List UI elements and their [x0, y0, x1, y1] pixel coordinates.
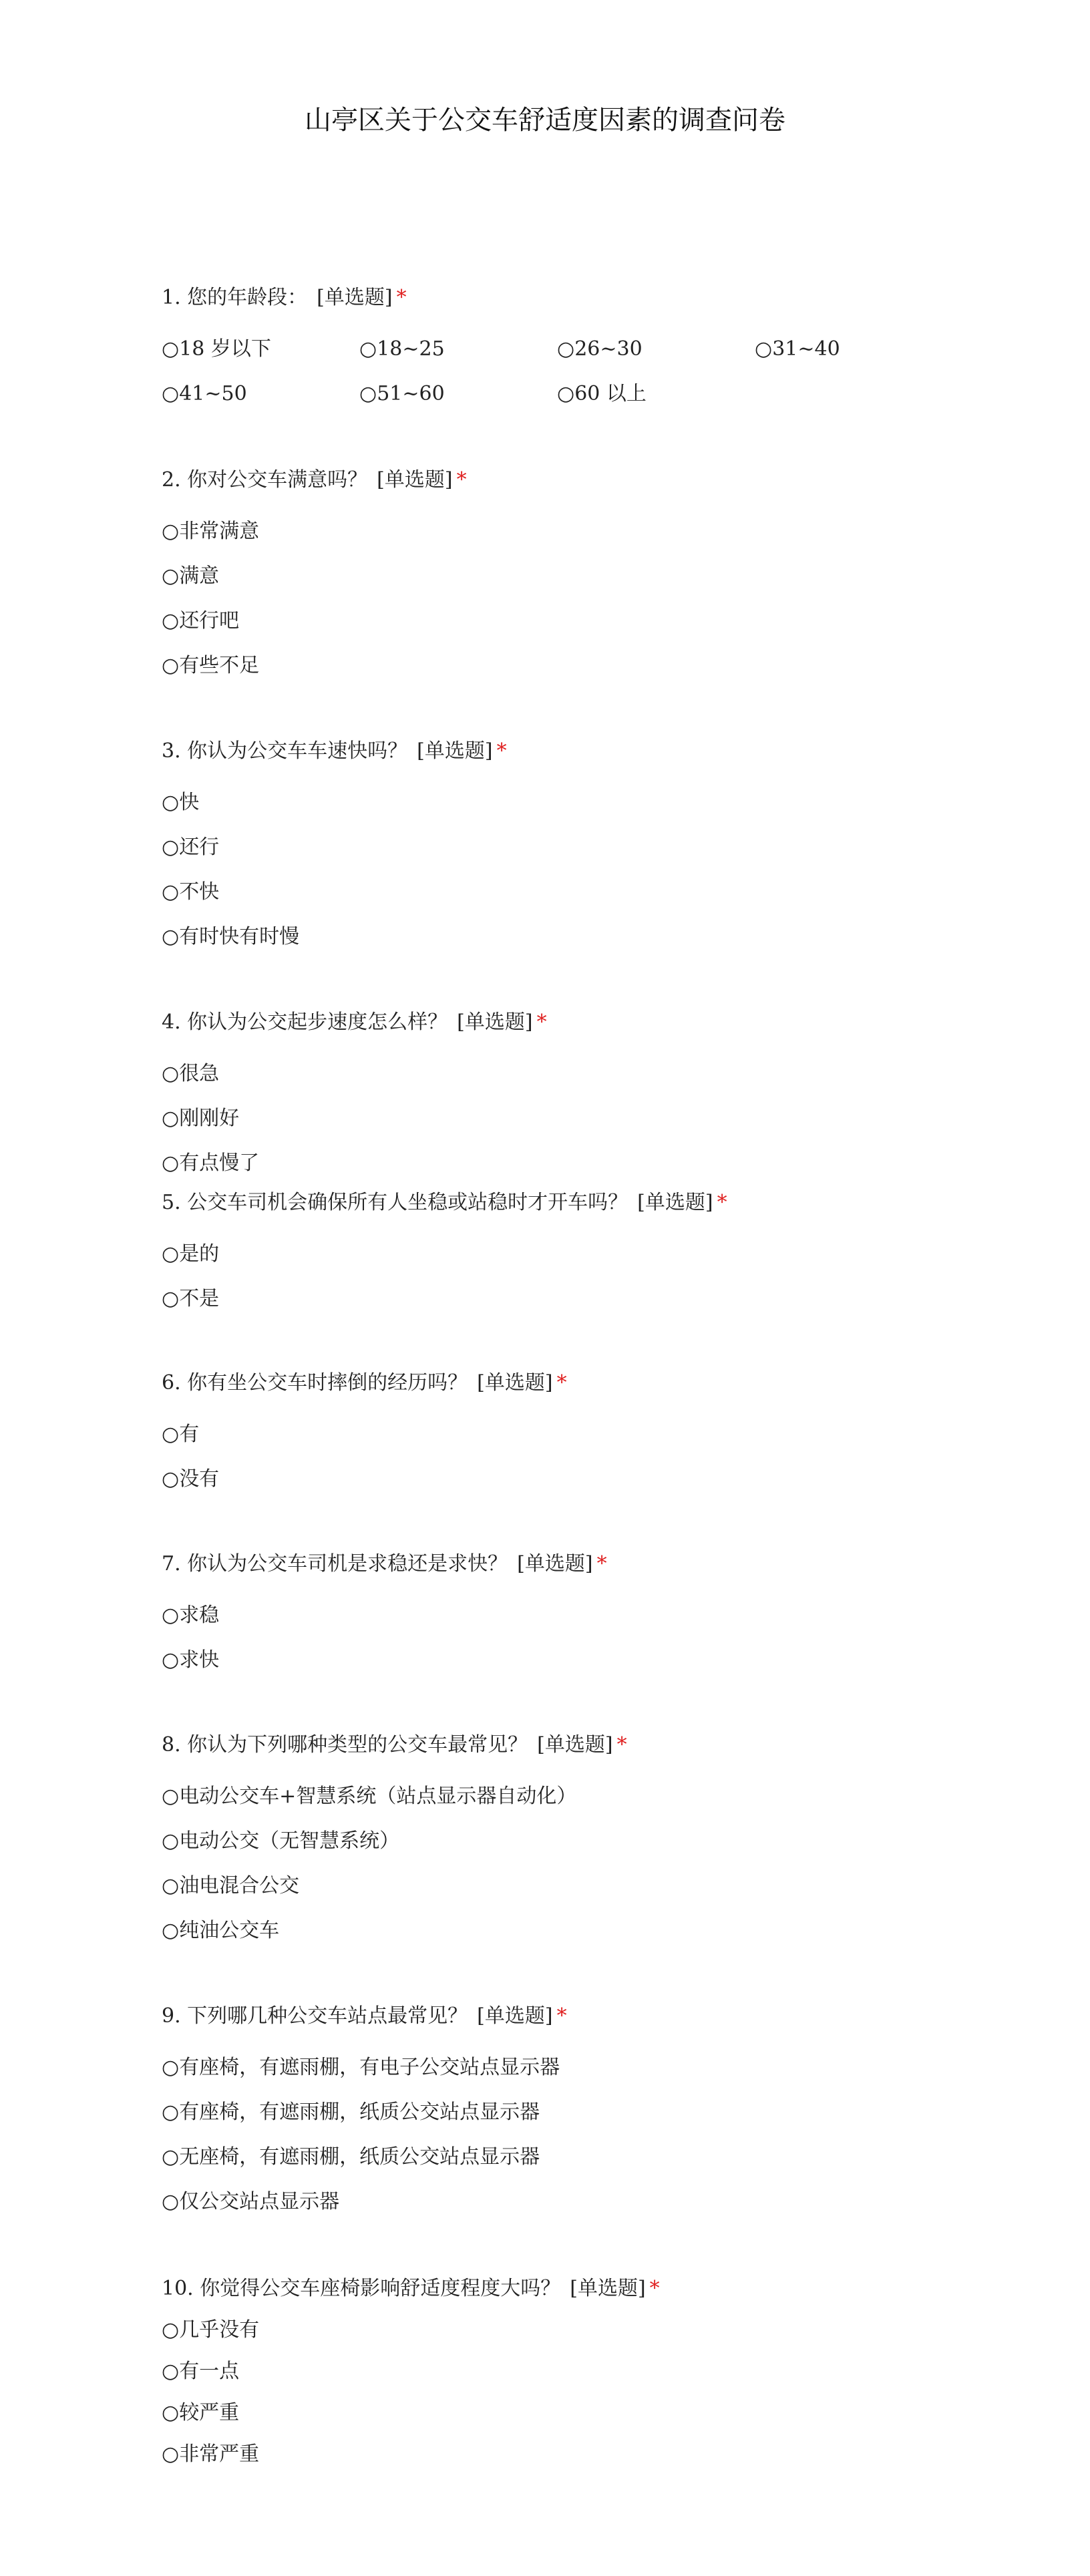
question-number: 10. [162, 2277, 200, 2300]
option-label: 求快 [179, 1648, 220, 1672]
radio-circle-icon[interactable]: ○ [162, 925, 180, 948]
question-type-label: [单选题] [570, 2277, 646, 2300]
radio-circle-icon[interactable]: ○ [162, 337, 180, 361]
option-1-1[interactable] [162, 335, 271, 364]
question-type-label: [单选题] [477, 1371, 553, 1395]
question-title [162, 2002, 1030, 2031]
radio-circle-icon[interactable]: ○ [162, 1107, 180, 1130]
radio-circle-icon[interactable]: ○ [162, 609, 180, 632]
required-mark: * [616, 1733, 627, 1757]
radio-circle-icon[interactable]: ○ [162, 1785, 180, 1808]
question-number: 9. [162, 2004, 188, 2028]
question-number: 5. [162, 1191, 188, 1214]
radio-circle-icon[interactable]: ○ [162, 791, 180, 814]
question-text: 你认为公交车车速快吗？ [187, 739, 408, 763]
option-2-4[interactable] [162, 651, 259, 681]
question-3 [162, 737, 1030, 948]
option-label: 31~40 [772, 337, 840, 361]
required-mark: * [496, 739, 507, 763]
radio-circle-icon[interactable]: ○ [162, 2145, 180, 2169]
question-5 [162, 1188, 1030, 1310]
radio-circle-icon[interactable]: ○ [162, 2190, 180, 2213]
question-7 [162, 1549, 1030, 1672]
option-label: 没有 [179, 1467, 220, 1491]
option-9-1[interactable] [162, 2053, 560, 2082]
option-label: 41~50 [179, 382, 247, 405]
option-6-1[interactable] [162, 1420, 199, 1449]
question-title [162, 2274, 1030, 2304]
option-8-1[interactable] [162, 1782, 576, 1811]
option-label: 很急 [179, 1062, 220, 1085]
option-label: 不快 [179, 880, 220, 904]
question-text: 你觉得公交车座椅影响舒适度程度大吗？ [200, 2277, 561, 2300]
radio-circle-icon[interactable]: ○ [162, 1604, 180, 1627]
option-label: 还行 [179, 836, 220, 859]
option-7-2[interactable] [162, 1646, 219, 1675]
option-label: 电动公交车+智慧系统（站点显示器自动化） [179, 1785, 577, 1808]
radio-circle-icon[interactable]: ○ [162, 1423, 180, 1446]
question-text: 您的年龄段： [187, 286, 308, 309]
radio-circle-icon[interactable]: ○ [162, 1062, 180, 1085]
radio-circle-icon[interactable]: ○ [162, 2056, 180, 2079]
option-10-2[interactable] [162, 2357, 239, 2386]
option-label: 18~25 [377, 337, 445, 361]
radio-circle-icon[interactable]: ○ [162, 520, 180, 543]
radio-circle-icon[interactable]: ○ [557, 337, 575, 361]
option-label: 较严重 [179, 2401, 240, 2424]
option-label: 纯油公交车 [179, 1919, 280, 1942]
option-5-2[interactable] [162, 1284, 219, 1314]
radio-circle-icon[interactable]: ○ [162, 1151, 180, 1175]
question-type-label: [单选题] [537, 1733, 613, 1757]
question-type-label: [单选题] [637, 1191, 713, 1214]
radio-circle-icon[interactable]: ○ [162, 1648, 180, 1672]
radio-circle-icon[interactable]: ○ [162, 654, 180, 677]
option-9-2[interactable] [162, 2098, 540, 2127]
option-label: 求稳 [179, 1604, 220, 1627]
option-label: 有些不足 [179, 654, 260, 677]
option-3-4[interactable] [162, 922, 299, 952]
radio-circle-icon[interactable]: ○ [557, 382, 575, 405]
question-text: 你认为下列哪种类型的公交车最常见？ [187, 1733, 528, 1757]
question-number: 2. [162, 468, 188, 492]
question-type-label: [单选题] [377, 468, 453, 492]
question-type-label: [单选题] [317, 286, 393, 309]
question-title [162, 1730, 1030, 1760]
question-8 [162, 1730, 1030, 1942]
option-8-2[interactable] [162, 1827, 399, 1856]
question-text: 下列哪几种公交车站点最常见？ [187, 2004, 468, 2028]
option-6-2[interactable] [162, 1465, 219, 1494]
option-1-2[interactable] [359, 335, 445, 364]
required-mark: * [396, 286, 407, 309]
option-10-3[interactable] [162, 2398, 239, 2428]
question-text: 公交车司机会确保所有人坐稳或站稳时才开车吗？ [187, 1191, 628, 1214]
option-label: 仅公交站点显示器 [179, 2190, 340, 2213]
option-4-2[interactable] [162, 1104, 239, 1133]
question-number: 4. [162, 1010, 188, 1034]
option-7-1[interactable] [162, 1601, 219, 1630]
option-8-4[interactable] [162, 1916, 279, 1946]
radio-circle-icon[interactable]: ○ [162, 1919, 180, 1942]
question-text: 你认为公交起步速度怎么样？ [187, 1010, 448, 1034]
option-1-6[interactable] [359, 379, 445, 409]
option-label: 刚刚好 [179, 1107, 240, 1130]
question-number: 1. [162, 286, 188, 309]
option-9-4[interactable] [162, 2187, 339, 2217]
question-number: 7. [162, 1552, 188, 1576]
radio-circle-icon[interactable]: ○ [162, 880, 180, 904]
option-2-3[interactable] [162, 606, 239, 636]
option-label: 满意 [179, 564, 220, 588]
question-type-label: [单选题] [477, 2004, 553, 2028]
question-title [162, 737, 1030, 766]
option-4-1[interactable] [162, 1059, 219, 1089]
option-3-1[interactable] [162, 788, 199, 817]
radio-circle-icon[interactable]: ○ [162, 2100, 180, 2124]
radio-circle-icon[interactable]: ○ [162, 382, 180, 405]
option-label: 有时快有时慢 [179, 925, 300, 948]
option-8-3[interactable] [162, 1871, 299, 1901]
option-1-7[interactable] [557, 379, 647, 409]
question-title [162, 1008, 1030, 1037]
question-10 [162, 2274, 1030, 2466]
option-3-2[interactable] [162, 833, 219, 862]
question-type-label: [单选题] [517, 1552, 593, 1576]
required-mark: * [456, 468, 467, 492]
option-label: 有 [179, 1423, 200, 1446]
question-title [162, 1368, 1030, 1398]
option-4-3[interactable] [162, 1149, 259, 1178]
page-title: 山亭区关于公交车舒适度因素的调查问卷 [305, 105, 785, 136]
question-number: 6. [162, 1371, 188, 1395]
option-9-3[interactable] [162, 2143, 540, 2172]
option-label: 有座椅，有遮雨棚，纸质公交站点显示器 [179, 2100, 540, 2124]
option-3-3[interactable] [162, 878, 219, 907]
question-6 [162, 1368, 1030, 1491]
radio-circle-icon[interactable]: ○ [359, 337, 377, 361]
radio-circle-icon[interactable]: ○ [359, 382, 377, 405]
question-number: 8. [162, 1733, 188, 1757]
radio-circle-icon[interactable]: ○ [755, 337, 773, 361]
question-text: 你认为公交车司机是求稳还是求快？ [187, 1552, 508, 1576]
option-label: 不是 [179, 1287, 220, 1310]
option-1-4[interactable] [755, 335, 840, 364]
question-type-label: [单选题] [457, 1010, 533, 1034]
question-text: 你有坐公交车时摔倒的经历吗？ [187, 1371, 468, 1395]
question-text: 你对公交车满意吗？ [187, 468, 368, 492]
radio-circle-icon[interactable]: ○ [162, 2318, 180, 2342]
option-10-1[interactable] [162, 2316, 259, 2345]
option-1-3[interactable] [557, 335, 643, 364]
required-mark: * [649, 2277, 660, 2300]
radio-circle-icon[interactable]: ○ [162, 2401, 180, 2424]
option-label: 非常满意 [179, 520, 260, 543]
radio-circle-icon[interactable]: ○ [162, 836, 180, 859]
question-type-label: [单选题] [417, 739, 493, 763]
option-label: 是的 [179, 1242, 220, 1266]
option-label: 电动公交（无智慧系统） [179, 1829, 400, 1853]
question-number: 3. [162, 739, 188, 763]
radio-circle-icon[interactable]: ○ [162, 1242, 180, 1266]
option-2-1[interactable] [162, 517, 259, 546]
radio-circle-icon[interactable]: ○ [162, 1874, 180, 1897]
question-1 [162, 283, 1030, 405]
option-label: 有一点 [179, 2360, 240, 2383]
radio-circle-icon[interactable]: ○ [162, 1467, 180, 1491]
option-label: 有座椅，有遮雨棚，有电子公交站点显示器 [179, 2056, 560, 2079]
option-label: 非常严重 [179, 2442, 260, 2466]
option-label: 快 [179, 791, 200, 814]
option-5-1[interactable] [162, 1240, 219, 1269]
question-9 [162, 2002, 1030, 2213]
question-2 [162, 466, 1030, 677]
option-label: 油电混合公交 [179, 1874, 300, 1897]
required-mark: * [536, 1010, 547, 1034]
radio-circle-icon[interactable]: ○ [162, 2442, 180, 2466]
question-title [162, 1188, 1030, 1218]
option-label: 51~60 [377, 382, 445, 405]
option-label: 60 以上 [574, 382, 647, 405]
radio-circle-icon[interactable]: ○ [162, 564, 180, 588]
required-mark: * [556, 2004, 567, 2028]
option-10-4[interactable] [162, 2440, 259, 2469]
required-mark: * [717, 1191, 727, 1214]
radio-circle-icon[interactable]: ○ [162, 2360, 180, 2383]
option-label: 无座椅，有遮雨棚，纸质公交站点显示器 [179, 2145, 540, 2169]
option-label: 有点慢了 [179, 1151, 260, 1175]
option-1-5[interactable] [162, 379, 247, 409]
option-2-2[interactable] [162, 562, 219, 591]
required-mark: * [596, 1552, 607, 1576]
option-label: 26~30 [574, 337, 643, 361]
required-mark: * [556, 1371, 567, 1395]
option-label: 还行吧 [179, 609, 240, 632]
option-label: 几乎没有 [179, 2318, 260, 2342]
question-4 [162, 1008, 1030, 1175]
radio-circle-icon[interactable]: ○ [162, 1829, 180, 1853]
radio-circle-icon[interactable]: ○ [162, 1287, 180, 1310]
question-title [162, 466, 1030, 495]
option-label: 18 岁以下 [179, 337, 271, 361]
question-title [162, 1549, 1030, 1579]
question-title [162, 283, 1030, 313]
